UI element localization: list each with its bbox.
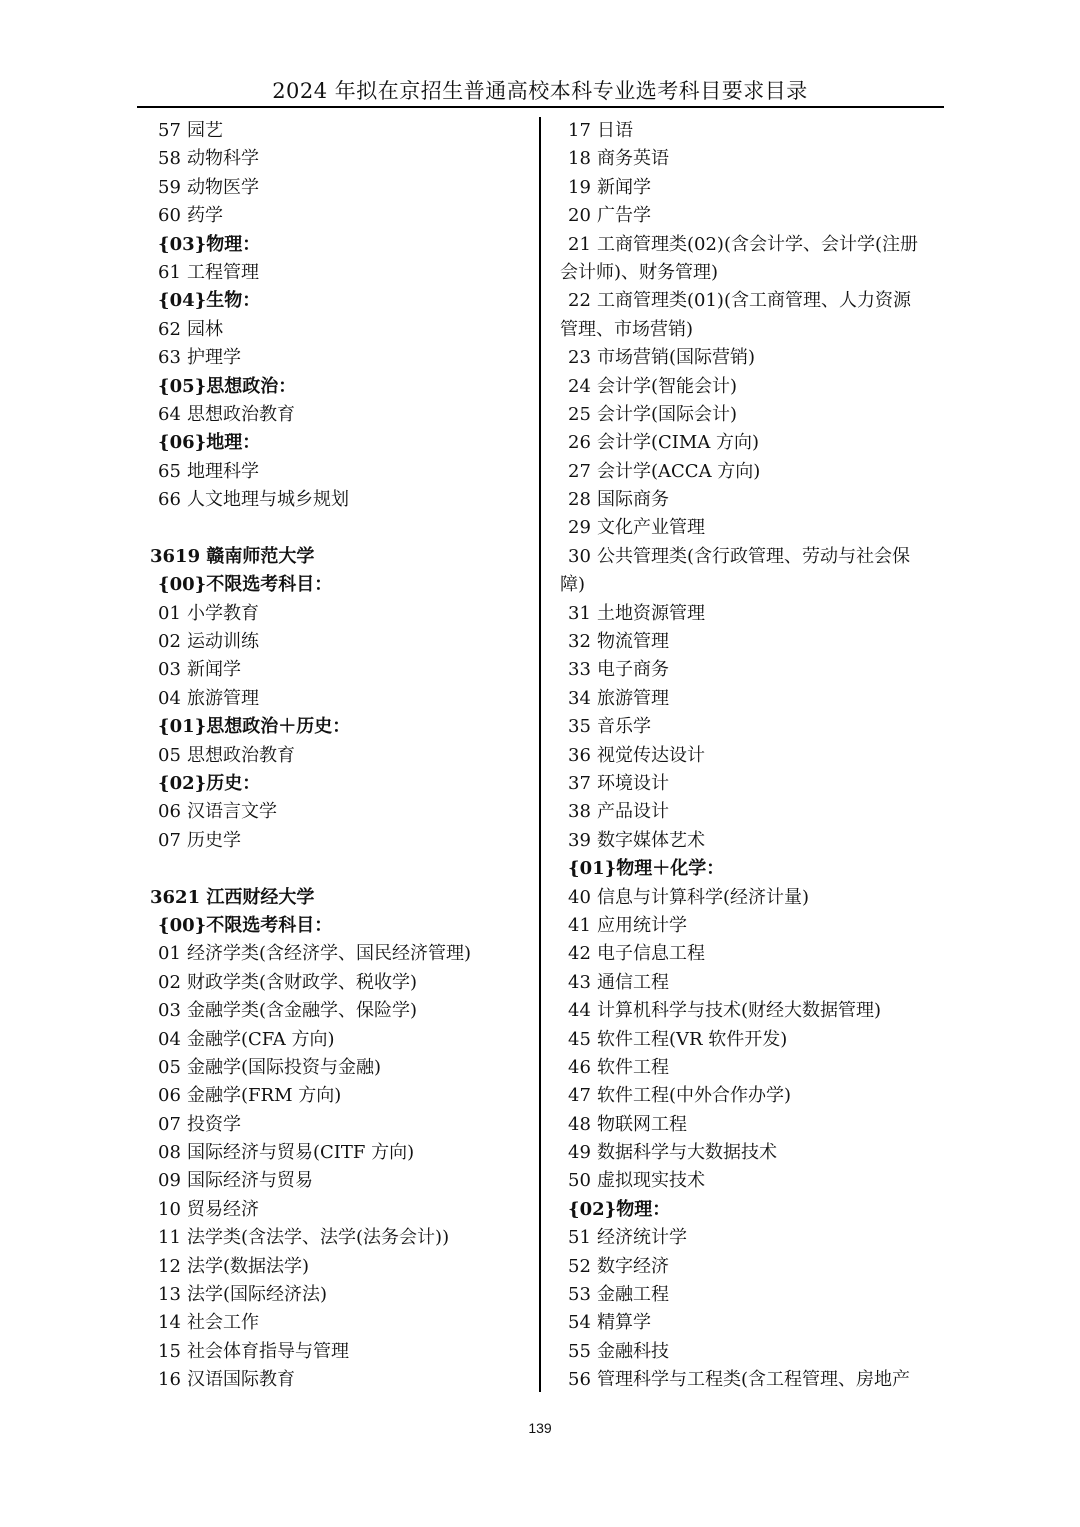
major-name: 投资学 [187,1113,241,1135]
major-name: 历史学 [187,829,241,851]
major-item [560,344,950,372]
major-name: 数字媒体艺术 [597,829,705,851]
major-item [150,1366,530,1394]
major-code: 33 [568,659,591,681]
major-code: 07 [158,829,181,851]
major-item [150,827,530,855]
major-name: 会计学(智能会计) [597,375,738,397]
major-name: 公共管理类(含行政管理、劳动与社会保 [597,545,911,567]
major-item [150,628,530,656]
major-item [560,1309,950,1337]
major-item [560,401,950,429]
major-item [560,1253,950,1281]
major-code: 09 [158,1170,181,1192]
subject-requirement-heading: {00}不限选考科目： [158,574,333,596]
major-name: 园林 [187,318,223,340]
major-item [150,600,530,628]
major-name: 汉语国际教育 [187,1369,295,1391]
page-title: 2024 年拟在京招生普通高校本科专业选考科目要求目录 [272,79,808,103]
major-code: 59 [158,176,181,198]
major-code: 24 [568,375,591,397]
major-item [560,543,950,571]
major-item [150,1026,530,1054]
major-item [560,1281,950,1309]
major-item [560,827,950,855]
column-divider [539,117,541,1392]
major-code: 43 [568,971,591,993]
major-code: 37 [568,772,591,794]
major-code: 32 [568,631,591,653]
major-name: 工商管理类(02)(含会计学、会计学(注册 [597,233,918,255]
subject-requirement-heading: {01}物理＋化学： [568,858,725,880]
right-column [560,117,950,1395]
major-code: 29 [568,517,591,539]
major-code: 44 [568,1000,591,1022]
major-name: 音乐学 [597,716,651,738]
major-code: 54 [568,1312,591,1334]
major-item [150,940,530,968]
major-code: 25 [568,403,591,425]
major-code: 15 [158,1340,181,1362]
major-name: 新闻学 [187,659,241,681]
major-name: 经济统计学 [597,1227,687,1249]
major-code: 03 [158,1000,181,1022]
major-item [150,1309,530,1337]
major-item [150,685,530,713]
major-name: 思想政治教育 [187,744,295,766]
major-name: 运动训练 [187,631,259,653]
major-item [150,798,530,826]
major-name: 金融科技 [597,1340,669,1362]
major-name: 工商管理类(01)(含工商管理、人力资源 [597,290,911,312]
left-column [150,117,530,1395]
major-name: 土地资源管理 [597,602,705,624]
major-item [560,117,950,145]
major-code: 06 [158,801,181,823]
major-code: 41 [568,914,591,936]
major-code: 35 [568,716,591,738]
major-code: 36 [568,744,591,766]
major-name: 软件工程(中外合作办学) [597,1085,792,1107]
major-item [560,770,950,798]
major-name: 园艺 [187,120,223,141]
major-item [560,429,950,457]
major-item [560,798,950,826]
major-code: 21 [568,233,591,255]
major-code: 12 [158,1255,181,1277]
major-item [560,1366,950,1394]
major-code: 66 [158,489,181,511]
header-rule [137,106,944,108]
major-name: 广告学 [597,205,651,227]
major-code: 17 [568,120,591,141]
major-code: 10 [158,1198,181,1220]
major-code: 01 [158,602,181,624]
major-name-continuation: 管理、市场营销) [560,318,694,340]
major-item [150,316,530,344]
major-name: 视觉传达设计 [597,744,705,766]
major-name: 数据科学与大数据技术 [597,1142,777,1164]
major-item [150,202,530,230]
major-item [150,1139,530,1167]
major-name: 药学 [187,205,223,227]
major-name: 法学(数据法学) [187,1255,310,1277]
major-name: 金融学类(含金融学、保险学) [187,1000,418,1022]
major-code: 26 [568,432,591,454]
major-code: 19 [568,176,591,198]
major-code: 53 [568,1284,591,1306]
major-item [560,742,950,770]
major-name: 计算机科学与技术(财经大数据管理) [597,1000,882,1022]
school-heading: 3619 赣南师范大学 [150,545,315,567]
major-code: 46 [568,1056,591,1078]
major-name: 会计学(国际会计) [597,403,738,425]
subject-requirement-heading: {06}地理： [158,432,261,454]
major-name-continuation: 障) [560,574,586,596]
major-name: 通信工程 [597,971,669,993]
major-code: 62 [158,318,181,340]
major-item [150,174,530,202]
major-item [150,145,530,173]
major-name: 人文地理与城乡规划 [187,489,349,511]
major-name: 应用统计学 [597,914,687,936]
major-code: 22 [568,290,591,312]
major-name: 金融工程 [597,1284,669,1306]
major-item [560,1224,950,1252]
major-name: 贸易经济 [187,1198,259,1220]
major-name: 物流管理 [597,631,669,653]
major-code: 51 [568,1227,591,1249]
major-name: 汉语言文学 [187,801,277,823]
major-name: 国际经济与贸易(CITF 方向) [187,1142,415,1164]
major-code: 05 [158,1056,181,1078]
major-name: 市场营销(国际营销) [597,347,756,369]
major-code: 56 [568,1369,591,1391]
major-item [150,458,530,486]
major-item [560,1167,950,1195]
major-item [150,1082,530,1110]
major-item [560,287,950,315]
subject-requirement-heading: {02}物理： [568,1198,671,1220]
major-code: 30 [568,545,591,567]
major-code: 57 [158,120,181,141]
major-code: 39 [568,829,591,851]
major-item [560,1338,950,1366]
major-item [150,401,530,429]
major-item [560,884,950,912]
major-item [150,1111,530,1139]
major-item [560,202,950,230]
subject-requirement-heading: {00}不限选考科目： [158,914,333,936]
major-name: 工程管理 [187,261,259,283]
major-name: 信息与计算科学(经济计量) [597,886,810,908]
school-heading: 3621 江西财经大学 [150,886,315,908]
major-name: 软件工程 [597,1056,669,1078]
major-name: 数字经济 [597,1255,669,1277]
major-name: 会计学(ACCA 方向) [597,460,761,482]
major-item [560,458,950,486]
major-code: 13 [158,1284,181,1306]
major-code: 01 [158,943,181,965]
major-code: 55 [568,1340,591,1362]
subject-requirement-heading: {04}生物： [158,290,261,312]
major-name: 地理科学 [187,460,259,482]
major-name: 精算学 [597,1312,651,1334]
major-code: 28 [568,489,591,511]
major-code: 48 [568,1113,591,1135]
major-code: 52 [568,1255,591,1277]
major-code: 08 [158,1142,181,1164]
major-code: 23 [568,347,591,369]
major-item [560,713,950,741]
major-code: 49 [568,1142,591,1164]
major-name: 社会体育指导与管理 [187,1340,349,1362]
major-name: 金融学(国际投资与金融) [187,1056,382,1078]
major-name: 法学(国际经济法) [187,1284,328,1306]
major-item [560,628,950,656]
major-code: 03 [158,659,181,681]
major-name: 产品设计 [597,801,669,823]
subject-requirement-heading: {03}物理： [158,233,261,255]
major-name: 金融学(CFA 方向) [187,1028,335,1050]
major-name: 商务英语 [597,148,669,170]
major-item [150,997,530,1025]
major-name: 动物科学 [187,148,259,170]
major-name: 电子商务 [597,659,669,681]
major-name: 小学教育 [187,602,259,624]
major-item [560,514,950,542]
spacer [150,514,530,542]
major-code: 27 [568,460,591,482]
major-item [150,656,530,684]
major-code: 42 [568,943,591,965]
major-name: 物联网工程 [597,1113,687,1135]
subject-requirement-heading: {05}思想政治： [158,375,297,397]
major-item [560,145,950,173]
major-name: 电子信息工程 [597,943,705,965]
major-item [560,940,950,968]
major-name: 财政学类(含财政学、税收学) [187,971,418,993]
major-code: 50 [568,1170,591,1192]
major-item [560,656,950,684]
major-code: 65 [158,460,181,482]
major-item [560,373,950,401]
subject-requirement-heading: {01}思想政治＋历史： [158,716,351,738]
major-code: 34 [568,687,591,709]
major-item [150,1281,530,1309]
major-code: 60 [158,205,181,227]
major-code: 61 [158,261,181,283]
major-name: 文化产业管理 [597,517,705,539]
major-code: 04 [158,1028,181,1050]
major-name: 管理科学与工程类(含工程管理、房地产 [597,1369,911,1391]
major-item [560,685,950,713]
major-name: 金融学(FRM 方向) [187,1085,342,1107]
major-item [560,1054,950,1082]
major-code: 58 [158,148,181,170]
page-number: 139 [528,1420,552,1436]
major-item [560,1026,950,1054]
major-item [150,1224,530,1252]
major-code: 64 [158,403,181,425]
major-name: 日语 [597,120,633,141]
major-code: 07 [158,1113,181,1135]
major-name: 动物医学 [187,176,259,198]
major-item [560,1082,950,1110]
major-item [150,1167,530,1195]
major-name: 虚拟现实技术 [597,1170,705,1192]
major-item [150,1253,530,1281]
major-name: 会计学(CIMA 方向) [597,432,760,454]
major-code: 16 [158,1369,181,1391]
major-code: 05 [158,744,181,766]
major-item [150,1196,530,1224]
major-name: 社会工作 [187,1312,259,1334]
major-item [560,486,950,514]
major-name-continuation: 会计师)、财务管理) [560,261,719,283]
major-name: 新闻学 [597,176,651,198]
major-name: 旅游管理 [597,687,669,709]
major-code: 02 [158,971,181,993]
major-item [150,742,530,770]
major-code: 31 [568,602,591,624]
major-name: 国际商务 [597,489,669,511]
major-item [560,231,950,259]
major-name: 旅游管理 [187,687,259,709]
major-code: 47 [568,1085,591,1107]
major-item [150,117,530,145]
major-code: 04 [158,687,181,709]
major-item [150,1054,530,1082]
major-name: 国际经济与贸易 [187,1170,313,1192]
major-code: 20 [568,205,591,227]
major-code: 11 [158,1227,181,1249]
major-name: 护理学 [187,347,241,369]
subject-requirement-heading: {02}历史： [158,772,261,794]
major-item [560,1139,950,1167]
major-name: 法学类(含法学、法学(法务会计)) [187,1227,450,1249]
major-item [560,997,950,1025]
major-item [560,912,950,940]
major-code: 63 [158,347,181,369]
major-name: 思想政治教育 [187,403,295,425]
major-code: 14 [158,1312,181,1334]
major-code: 45 [568,1028,591,1050]
major-code: 18 [568,148,591,170]
major-item [150,486,530,514]
major-code: 40 [568,886,591,908]
major-item [560,969,950,997]
major-item [150,344,530,372]
major-name: 经济学类(含经济学、国民经济管理) [187,943,472,965]
major-code: 02 [158,631,181,653]
major-item [150,1338,530,1366]
major-name: 软件工程(VR 软件开发) [597,1028,788,1050]
major-item [150,259,530,287]
major-item [560,1111,950,1139]
major-item [150,969,530,997]
spacer [150,855,530,883]
major-name: 环境设计 [597,772,669,794]
major-item [560,174,950,202]
major-code: 38 [568,801,591,823]
major-item [560,600,950,628]
major-code: 06 [158,1085,181,1107]
